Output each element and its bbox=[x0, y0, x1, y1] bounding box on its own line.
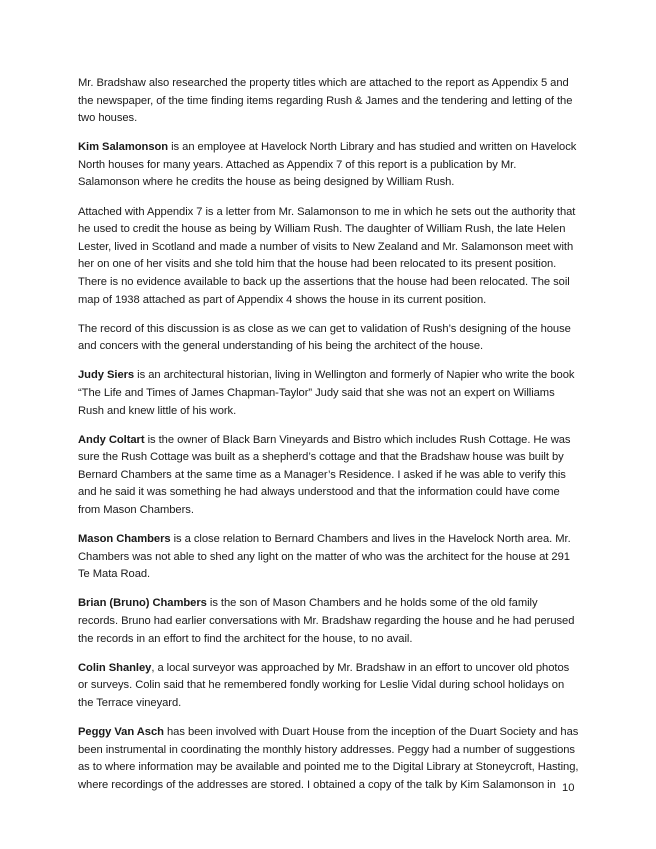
paragraph-peggy-van-asch bbox=[78, 724, 580, 794]
paragraph-bradshaw-titles bbox=[78, 75, 580, 128]
paragraph-lead: Andy Coltart bbox=[78, 433, 145, 446]
paragraph-lead: Mason Chambers bbox=[78, 533, 171, 546]
paragraph-judy-siers bbox=[78, 367, 580, 420]
paragraph-lead: Brian (Bruno) Chambers bbox=[78, 597, 207, 610]
paragraph-andy-coltart bbox=[78, 432, 580, 520]
paragraph-text: is an architectural historian, living in Wellington and formerly of Napier who write the book “The Life and Times of James Chapman-Taylor” Judy said that she was not an expert on Williams Rush and knew little of his work. bbox=[78, 369, 575, 417]
paragraph-text: is the son of Mason Chambers and he holds some of the old family records. Bruno had earlier conversations with Mr. Bradshaw regarding the house and he had perused the records in an effort to find the architect for the house, to no avail. bbox=[78, 597, 575, 645]
paragraph-validation bbox=[78, 321, 580, 356]
paragraph-text: Mr. Bradshaw also researched the property titles which are attached to the report as Appendix 5 and the newspaper, of the time finding items regarding Rush & James and the tendering and letting of the two houses. bbox=[78, 77, 573, 125]
paragraph-colin-shanley bbox=[78, 660, 580, 713]
paragraph-text: Attached with Appendix 7 is a letter from Mr. Salamonson to me in which he sets out the authority that he used to credit the house as being by William Rush. The daughter of William Rush, the late Helen Lester, lived in Scotland and made a number of visits to New Zealand and Mr. Salamonson meet with her on one of her visits and she told him that the house had been relocated to its present position. There is no evidence available to back up the assertions that the house had been relocated. The soil map of 1938 attached as part of Appendix 4 shows the house in its current position. bbox=[78, 205, 576, 306]
paragraph-lead: Kim Salamonson bbox=[78, 141, 169, 154]
paragraph-kim-salamonson bbox=[78, 139, 580, 192]
paragraph-lead: Peggy Van Asch bbox=[78, 725, 164, 738]
paragraph-text: is an employee at Havelock North Library and has studied and written on Havelock North houses for many years. Attached as Appendix 7 of this report is a publication by Mr. Salamonson where he credits the house as being designed by William Rush. bbox=[78, 141, 577, 189]
paragraph-bruno-chambers bbox=[78, 595, 580, 648]
page-number: 10 bbox=[562, 782, 575, 794]
page-body bbox=[78, 75, 580, 806]
paragraph-text: is the owner of Black Barn Vineyards and Bistro which includes Rush Cottage. He was sure the Rush Cottage was built as a shepherd’s cottage and that the Bradshaw house was built by Bernard Chambers at the same time as a Manager’s Residence. I asked if he was able to verify this and he said it was something he had always understood and that the information could have come from Mason Chambers. bbox=[78, 433, 571, 516]
paragraph-lead: Judy Siers bbox=[78, 369, 135, 382]
paragraph-lead: Colin Shanley bbox=[78, 661, 152, 674]
paragraph-text: The record of this discussion is as close as we can get to validation of Rush’s designing of the house and concers with the general understanding of his being the architect of the house. bbox=[78, 322, 571, 353]
paragraph-text: has been involved with Duart House from the inception of the Duart Society and has been instrumental in coordinating the monthly history addresses. Peggy had a number of suggestions as to where information may be available and pointed me to the Digital Library at Stoneycroft, Hasting, where recordings of the addresses are stored. I obtained a copy of the talk by Kim Salamonson in bbox=[78, 725, 579, 791]
paragraph-mason-chambers bbox=[78, 531, 580, 584]
paragraph-appendix-7-letter bbox=[78, 204, 580, 310]
paragraph-text: , a local surveyor was approached by Mr. Bradshaw in an effort to uncover old photos or surveys. Colin said that he remembered fondly working for Leslie Vidal during school holidays on the Terrace vineyard. bbox=[78, 661, 570, 709]
paragraph-text: is a close relation to Bernard Chambers and lives in the Havelock North area. Mr. Chambers was not able to shed any light on the matter of who was the architect for the house at 291 Te Mata Road. bbox=[78, 533, 571, 581]
